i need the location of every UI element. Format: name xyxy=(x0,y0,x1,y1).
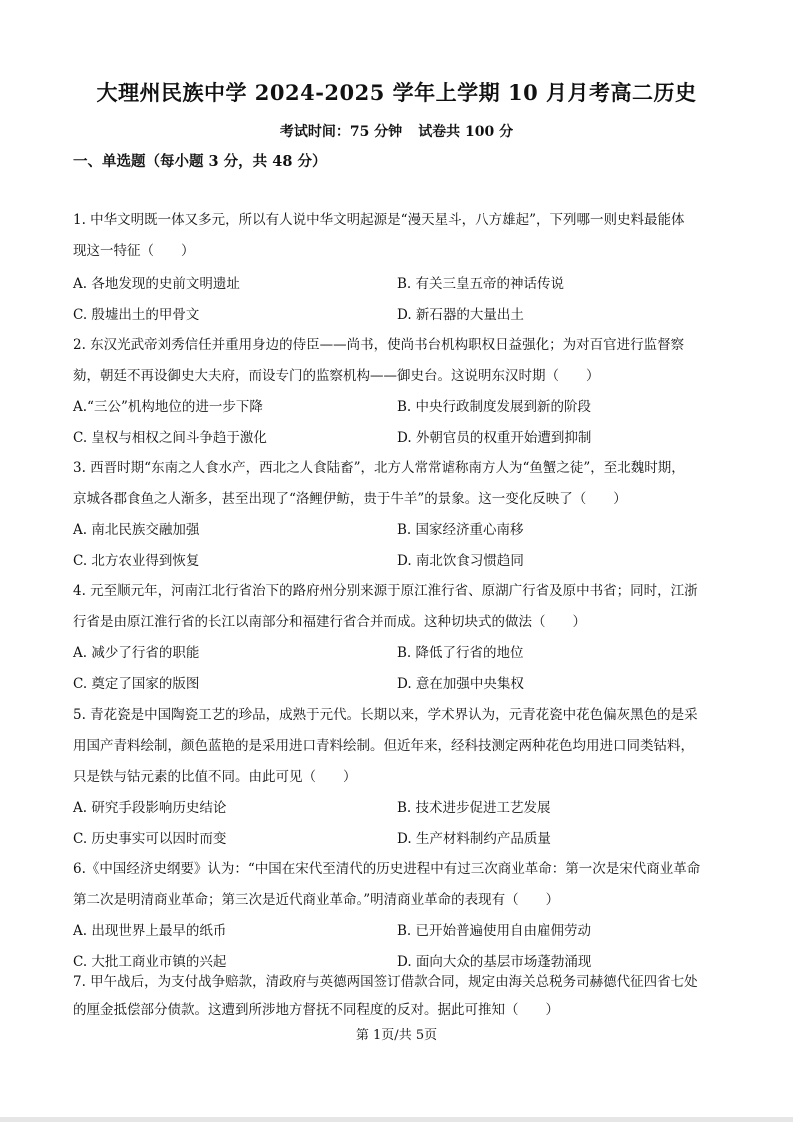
question-7-line-2: 的厘金抵偿部分债款。这遭到所涉地方督抚不同程度的反对。据此可推知（ ） xyxy=(73,1002,559,1018)
question-6-option-a: A. 出现世界上最早的纸币 xyxy=(73,923,227,939)
page-title: 大理州民族中学 2024-2025 学年上学期 10 月月考高二历史 xyxy=(96,80,697,105)
question-7-line-1: 7. 甲午战后，为支付战争赔款，清政府与英德两国签订借款合同，规定由海关总税务司赫德代征四省七处 xyxy=(73,974,698,990)
question-1-line-2: 现这一特征（ ） xyxy=(73,243,195,259)
question-6-line-1: 6.《中国经济史纲要》认为：“中国在宋代至清代的历史进程中有过三次商业革命：第一次是宋代商业革命 xyxy=(73,861,701,877)
question-4-option-d: D. 意在加强中央集权 xyxy=(397,676,524,692)
question-3-option-d: D. 南北饮食习惯趋同 xyxy=(397,553,524,569)
question-2-option-b: B. 中央行政制度发展到新的阶段 xyxy=(397,399,592,415)
question-3-line-2: 京城各郡食鱼之人渐多，甚至出现了“洛鲤伊鲂，贵于牛羊”的景象。这一变化反映了（ ） xyxy=(73,491,627,507)
question-6-option-d: D. 面向大众的基层市场蓬勃涌现 xyxy=(397,954,592,970)
question-6-option-b: B. 已开始普遍使用自由雇佣劳动 xyxy=(397,923,592,939)
question-5-option-c: C. 历史事实可以因时而变 xyxy=(73,831,227,847)
question-5-option-d: D. 生产材料制约产品质量 xyxy=(397,831,551,847)
question-2-option-a: A.“三公”机构地位的进一步下降 xyxy=(73,399,263,415)
question-3-option-b: B. 国家经济重心南移 xyxy=(397,522,524,538)
page-footer: 第 1页/共 5页 xyxy=(355,1028,438,1043)
question-6-line-2: 第二次是明清商业革命；第三次是近代商业革命。”明清商业革命的表现有（ ） xyxy=(73,892,560,908)
question-1-option-d: D. 新石器的大量出土 xyxy=(397,307,524,323)
question-5-line-2: 用国产青料绘制，颜色蓝艳的是采用进口青料绘制。但近年来，经科技测定两种花色均用进口同类钴料， xyxy=(73,738,694,754)
question-5-line-3: 只是铁与钴元素的比值不同。由此可见（ ） xyxy=(73,769,357,785)
question-5-line-1: 5. 青花瓷是中国陶瓷工艺的珍品，成熟于元代。长期以来，学术界认为，元青花瓷中花色偏灰黑色的是采 xyxy=(73,707,698,723)
section-heading: 一、单选题（每小题 3 分，共 48 分） xyxy=(73,153,327,170)
exam-total-score: 试卷共 100 分 xyxy=(418,124,514,140)
question-2-line-1: 2. 东汉光武帝刘秀信任并重用身边的侍臣——尚书，使尚书台机构职权日益强化；为对百官进行监督察 xyxy=(73,337,685,353)
question-4-option-c: C. 奠定了国家的版图 xyxy=(73,676,200,692)
question-2-line-2: 劾，朝廷不再设御史大夫府，而设专门的监察机构——御史台。这说明东汉时期（ ） xyxy=(73,368,600,384)
question-3-option-c: C. 北方农业得到恢复 xyxy=(73,553,200,569)
bottom-border xyxy=(0,1117,793,1122)
question-2-option-d: D. 外朝官员的权重开始遭到抑制 xyxy=(397,430,592,446)
question-4-line-1: 4. 元至顺元年，河南江北行省治下的路府州分别来源于原江淮行省、原湖广行省及原中书省；同时，江浙 xyxy=(73,583,698,599)
question-5-option-b: B. 技术进步促进工艺发展 xyxy=(397,800,551,816)
question-1-option-c: C. 殷墟出土的甲骨文 xyxy=(73,307,200,323)
question-4-option-b: B. 降低了行省的地位 xyxy=(397,645,524,661)
question-4-line-2: 行省是由原江淮行省的长江以南部分和福建行省合并而成。这种切块式的做法（ ） xyxy=(73,614,586,630)
question-3-line-1: 3. 西晋时期“东南之人食水产，西北之人食陆畜”，北方人常常谑称南方人为“鱼蟹之徒”，至北魏时期， xyxy=(73,460,685,476)
exam-time: 考试时间：75 分钟 xyxy=(279,124,403,140)
question-5-option-a: A. 研究手段影响历史结论 xyxy=(73,800,227,816)
question-1-line-1: 1. 中华文明既一体又多元，所以有人说中华文明起源是“漫天星斗，八方雄起”，下列哪一则史料最能体 xyxy=(73,212,685,228)
question-1-option-a: A. 各地发现的史前文明遗址 xyxy=(73,276,240,292)
question-6-option-c: C. 大批工商业市镇的兴起 xyxy=(73,954,227,970)
question-1-option-b: B. 有关三皇五帝的神话传说 xyxy=(397,276,565,292)
question-4-option-a: A. 减少了行省的职能 xyxy=(73,645,200,661)
exam-info xyxy=(0,121,793,141)
question-3-option-a: A. 南北民族交融加强 xyxy=(73,522,200,538)
question-2-option-c: C. 皇权与相权之间斗争趋于激化 xyxy=(73,430,267,446)
